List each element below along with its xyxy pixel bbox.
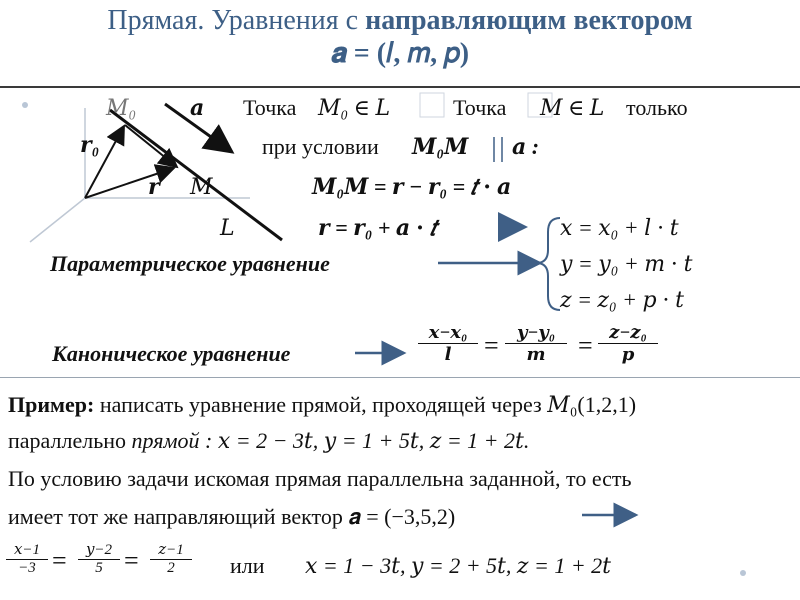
- radius-vector-equation: 𝒓 = 𝒓₀ + 𝒂 ⋅ 𝑡: [318, 215, 437, 240]
- canon-f1-den: 𝒍: [444, 344, 452, 364]
- placeholder-box: [420, 93, 444, 117]
- example-line4: имеет тот же направляющий вектор 𝒂 = (−3,5,2): [8, 504, 456, 529]
- label-L: 𝐿: [220, 215, 235, 240]
- param-y: 𝑦 = 𝑦₀ + 𝑚 ⋅ 𝑡: [560, 251, 693, 276]
- example-text2b: прямой :: [131, 428, 213, 453]
- answer-f3-num: 𝑧−1: [150, 540, 192, 560]
- section-divider: [0, 377, 800, 378]
- eq-sign: =: [124, 546, 139, 575]
- label-r: 𝒓: [148, 174, 160, 199]
- example-line2: [8, 428, 529, 454]
- text-M-in-L: 𝑀 ∈ 𝐿: [540, 95, 605, 120]
- label-r0: 𝒓₀: [80, 132, 100, 157]
- axis-z: [30, 198, 85, 242]
- answer-parametric: 𝑥 = 1 − 3𝑡, 𝑦 = 2 + 5𝑡, 𝑧 = 1 + 2𝑡: [305, 553, 612, 578]
- canon-f1-num: 𝒙−𝒙₀: [418, 322, 478, 344]
- eq-sign: =: [578, 331, 593, 360]
- answer-f3-den: 2: [167, 560, 175, 576]
- canon-f3-num: 𝒛−𝒛₀: [598, 322, 658, 344]
- eq-sign: =: [52, 546, 67, 575]
- answer-f1-num: 𝑥−1: [6, 540, 48, 560]
- canon-f2-den: 𝒎: [526, 344, 546, 364]
- example-text2a: параллельно: [8, 428, 132, 453]
- answer-f2-den: 5: [95, 560, 103, 576]
- canon-fraction-z: [598, 322, 658, 365]
- title-vector: 𝒂 = (𝑙, 𝑚, 𝑝): [330, 38, 470, 69]
- canon-f2-num: 𝒚−𝒚₀: [505, 322, 567, 344]
- example-text1: написать уравнение прямой, проходящей через 𝑀₀(1,2,1): [94, 392, 637, 417]
- bullet-dot: [22, 102, 28, 108]
- bullet-dot-end: [740, 570, 746, 576]
- canon-fraction-y: [505, 322, 567, 365]
- label-a: 𝒂: [190, 95, 205, 120]
- canon-f3-den: 𝒑: [621, 344, 635, 364]
- text-M0M: 𝑴₀𝑴: [412, 134, 469, 159]
- param-x: 𝑥 = 𝑥₀ + 𝑙 ⋅ 𝑡: [560, 215, 679, 240]
- text-point1: Точка: [243, 95, 297, 120]
- answer-fraction-y: [78, 540, 120, 577]
- example-text2c: 𝑥 = 2 − 3𝑡, 𝑦 = 1 + 5𝑡, 𝑧 = 1 + 2𝑡.: [212, 428, 530, 453]
- answer-f1-den: −3: [18, 560, 36, 576]
- answer-fraction-x: [6, 540, 48, 577]
- text-point2: Точка: [453, 95, 507, 120]
- title-plain: Прямая. Уравнения с: [107, 5, 366, 36]
- example-line1: [8, 392, 636, 418]
- text-or: или: [230, 553, 265, 578]
- param-label: Параметрическое уравнение: [50, 251, 330, 276]
- vector-M0M: [125, 125, 177, 167]
- param-z: 𝑧 = 𝑧₀ + 𝑝 ⋅ 𝑡: [560, 287, 684, 312]
- text-a-colon: 𝒂 :: [512, 134, 540, 159]
- canon-label: Каноническое уравнение: [52, 341, 291, 366]
- answer-f2-num: 𝑦−2: [78, 540, 120, 560]
- label-M: 𝑀: [190, 174, 213, 199]
- label-M0: 𝑀₀: [106, 95, 137, 120]
- eq-sign: =: [484, 331, 499, 360]
- text-condition: при условии: [262, 134, 379, 159]
- text-M0-in-L: 𝑀₀ ∈ 𝐿: [318, 95, 391, 120]
- title-bold: направляющим вектором: [365, 5, 693, 36]
- vector-equation: 𝑴₀𝑴 = 𝒓 − 𝒓₀ = 𝑡 ⋅ 𝒂: [312, 174, 512, 199]
- example-label: Пример:: [8, 392, 95, 417]
- answer-fraction-z: [150, 540, 192, 577]
- example-line3: По условию задачи искомая прямая параллельна заданной, то есть: [8, 466, 632, 491]
- system-brace: [538, 218, 560, 310]
- canon-fraction-x: [418, 322, 478, 365]
- text-only: только: [626, 95, 688, 120]
